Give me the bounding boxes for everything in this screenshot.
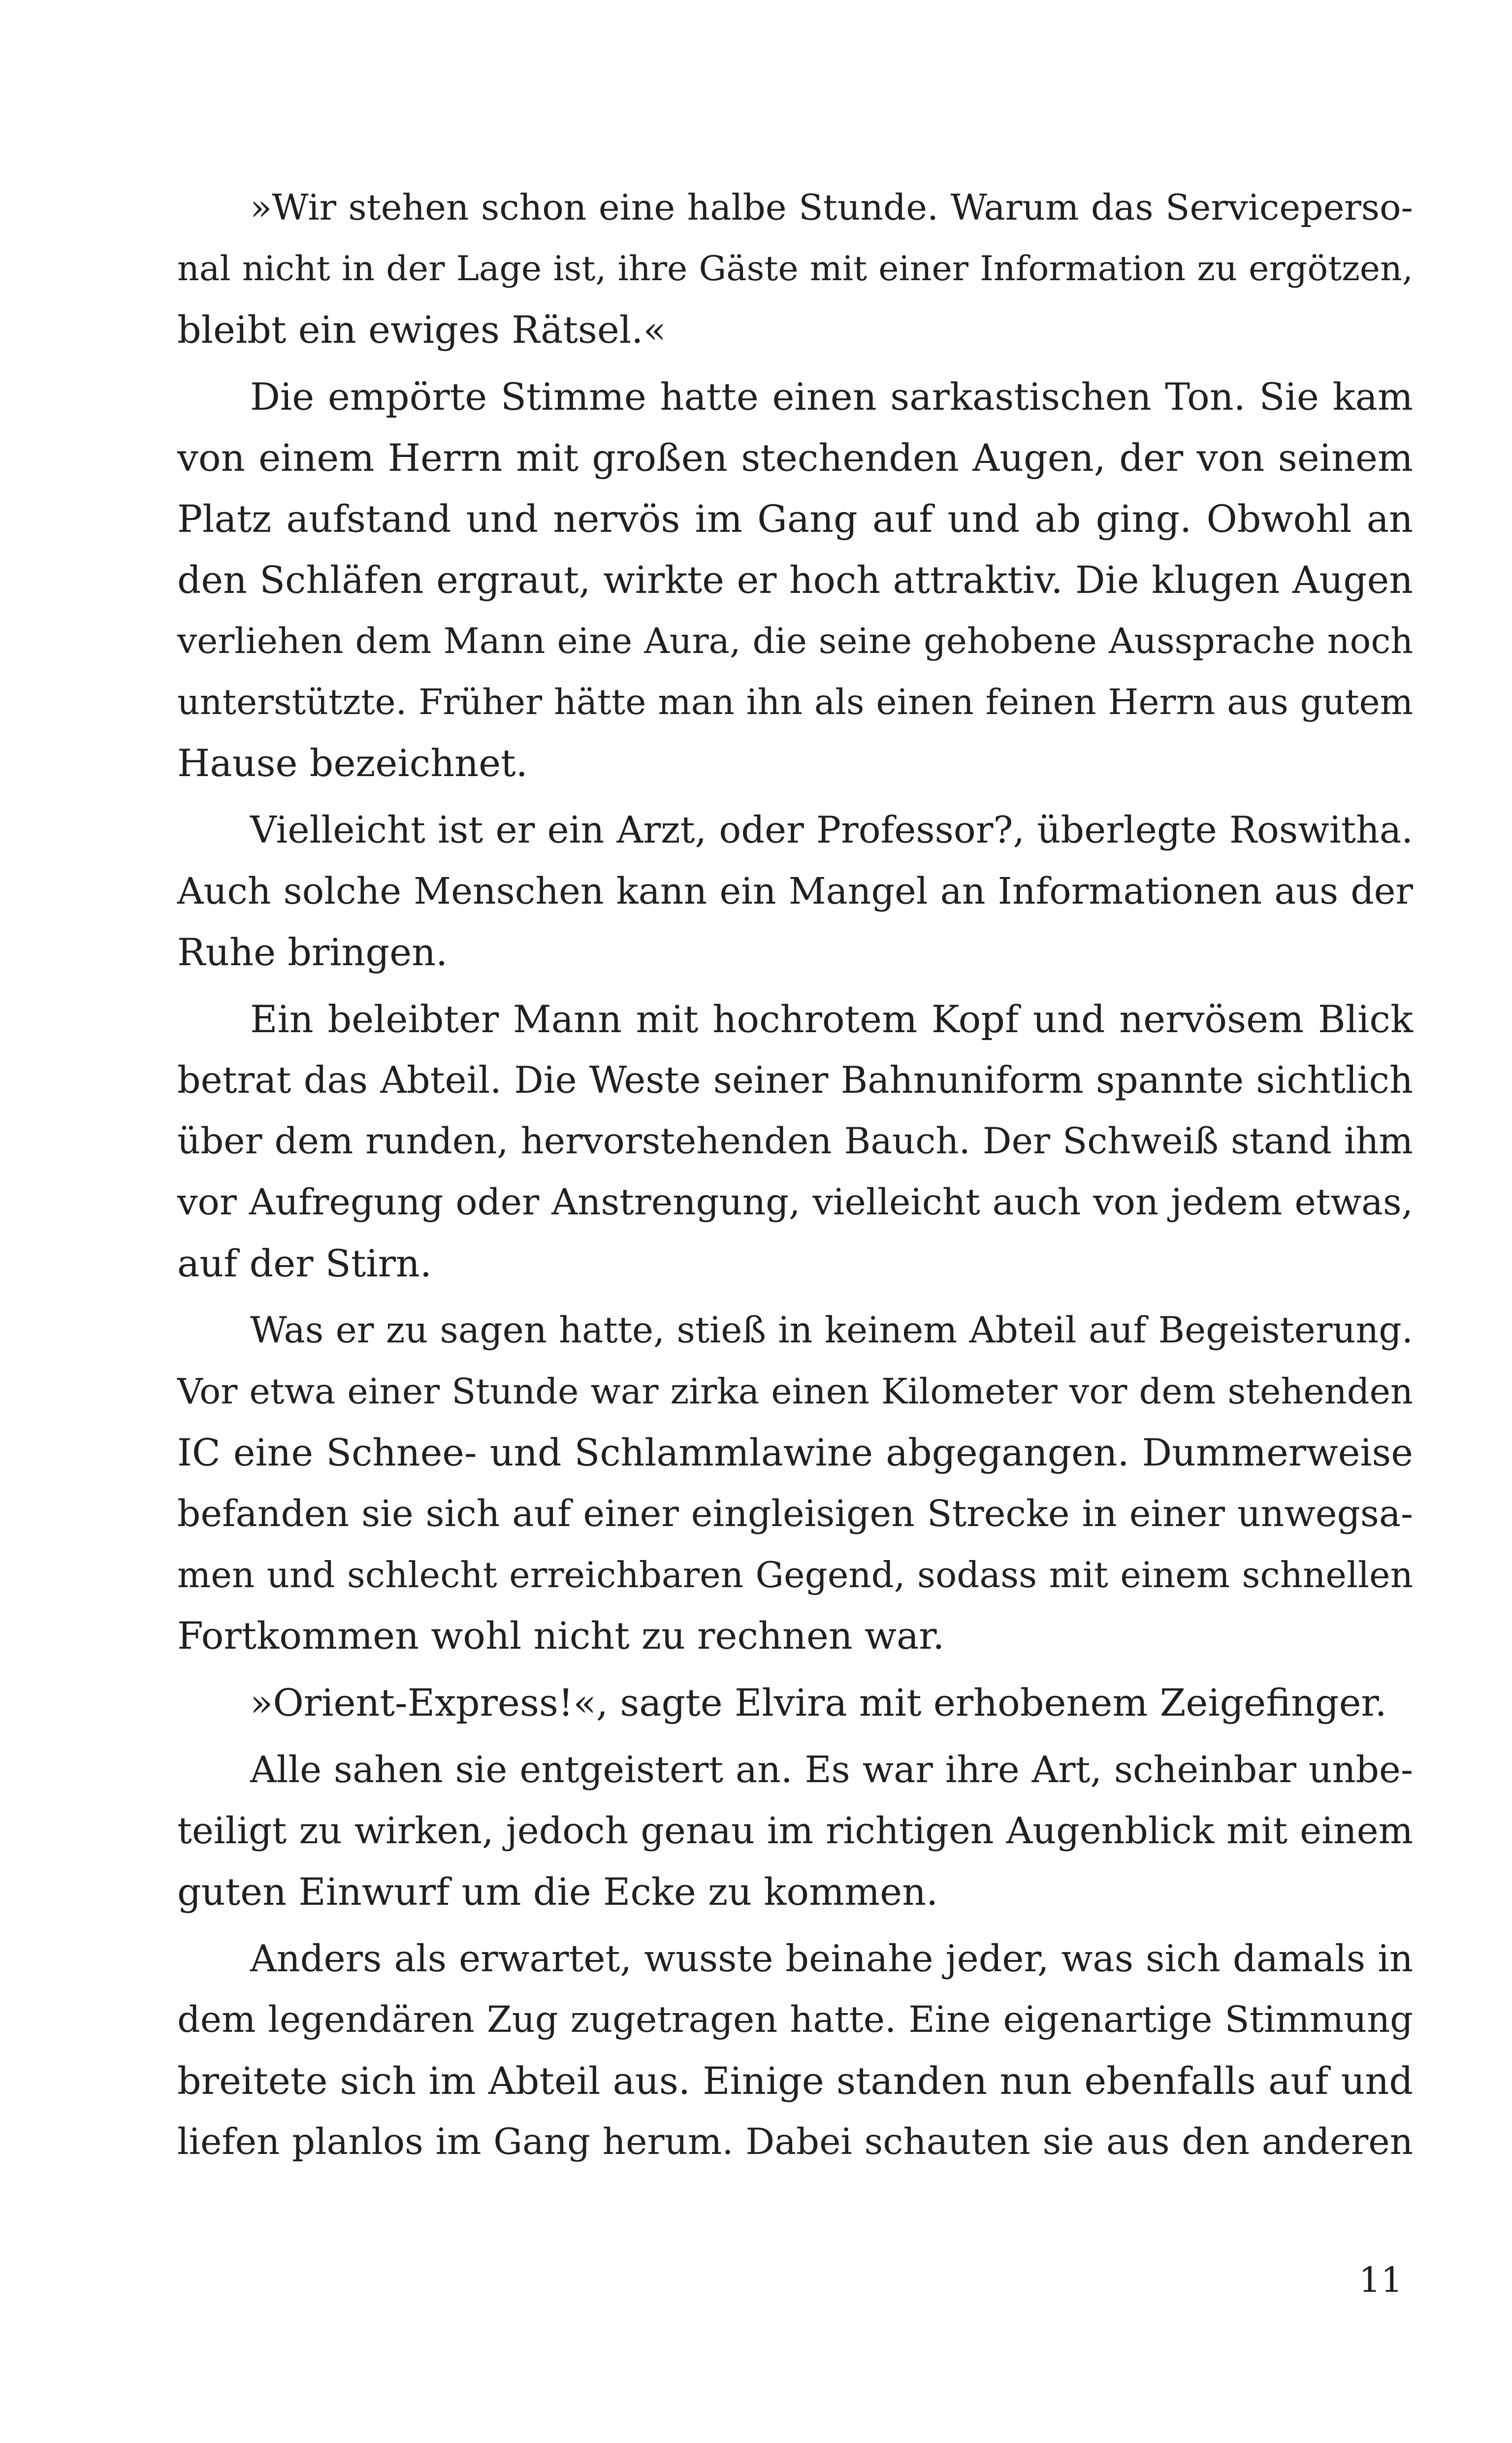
paragraph-gap [177,983,1413,989]
paragraph [177,1300,1413,1666]
page-number: 11 [1358,2260,1403,2300]
text-line: bleibt ein ewiges Rätsel.« [177,308,666,352]
text-line: Was er zu sagen hatte, stieß in keinem Abteil auf Begeisterung. [250,1309,1413,1351]
text-line: Die empörte Stimme hatte einen sarkastischen Ton. Sie kam [250,375,1413,419]
text-line: liefen planlos im Gang herum. Dabei schauten sie aus den anderen [177,2121,1413,2163]
paragraph [177,800,1413,983]
text-line: IC eine Schnee- und Schlammlawine abgegangen. Dummerweise [177,1431,1413,1474]
text-line: betrat das Abteil. Die Weste seiner Bahnuniform spannte sichtlich [177,1059,1413,1102]
text-line: men und schlecht erreichbaren Gegend, sodass mit einem schnellen [177,1554,1413,1596]
paragraph [177,1739,1413,1922]
text-line: guten Einwurf um die Ecke zu kommen. [177,1870,938,1914]
text-line: Vor etwa einer Stunde war zirka einen Kilometer vor dem stehenden [177,1371,1413,1412]
text-line: Alle sahen sie entgeistert an. Es war ihre Art, scheinbar unbe- [250,1748,1413,1791]
text-line: verliehen dem Mann eine Aura, die seine gehobene Aussprache noch [177,620,1413,661]
paragraph-gap [177,1922,1413,1928]
text-line: teiligt zu wirken, jedoch genau im richtigen Augenblick mit einem [177,1809,1413,1852]
text-line: Vielleicht ist er ein Arzt, oder Professor?, überlegte Roswitha. [250,809,1413,851]
text-line: Auch solche Menschen kann ein Mangel an Informationen aus der [177,870,1413,912]
text-line: unterstützte. Früher hätte man ihn als einen feinen Herrn aus gutem [177,682,1413,722]
text-line: über dem runden, hervorstehenden Bauch. Der Schweiß stand ihm [177,1120,1413,1162]
text-line: Fortkommen wohl nicht zu rechnen war. [177,1614,945,1658]
text-line: »Orient-Express!«, sagte Elvira mit erhobenem Zeigefinger. [250,1681,1387,1725]
paragraph [177,1672,1413,1733]
paragraph-gap [177,1733,1413,1739]
text-line: »Wir stehen schon eine halbe Stunde. Warum das Serviceperso- [250,187,1413,228]
text-line: Ruhe bringen. [177,930,448,974]
text-line: auf der Stirn. [177,1241,432,1285]
paragraph [177,366,1413,794]
text-line: befanden sie sich auf einer eingleisigen Strecke in einer unwegsa- [177,1493,1413,1535]
text-line: Platz aufstand und nervös im Gang auf und ab ging. Obwohl an [177,497,1413,541]
paragraph [177,989,1413,1294]
text-line: von einem Herrn mit großen stechenden Augen, der von seinem [177,436,1413,480]
text-line: Anders als erwartet, wusste beinahe jeder, was sich damals in [250,1937,1413,1980]
text-line: breitete sich im Abteil aus. Einige standen nun ebenfalls auf und [177,2059,1413,2103]
paragraph-gap [177,360,1413,366]
text-line: nal nicht in der Lage ist, ihre Gäste mit einer Information zu ergötzen, [177,249,1413,289]
paragraph-gap [177,1294,1413,1300]
text-line: Hause bezeichnet. [177,741,528,785]
body-text [177,177,1413,2173]
paragraph-gap [177,794,1413,800]
text-line: den Schläfen ergraut, wirkte er hoch attraktiv. Die klugen Augen [177,558,1413,602]
text-line: vor Aufregung oder Anstrengung, vielleicht auch von jedem etwas, [177,1181,1413,1223]
text-line: Ein beleibter Mann mit hochrotem Kopf und nervösem Blick [250,997,1413,1041]
text-line: dem legendären Zug zugetragen hatte. Eine eigenartige Stimmung [177,1999,1413,2041]
paragraph [177,1928,1413,2173]
paragraph-gap [177,1666,1413,1672]
paragraph [177,177,1413,360]
